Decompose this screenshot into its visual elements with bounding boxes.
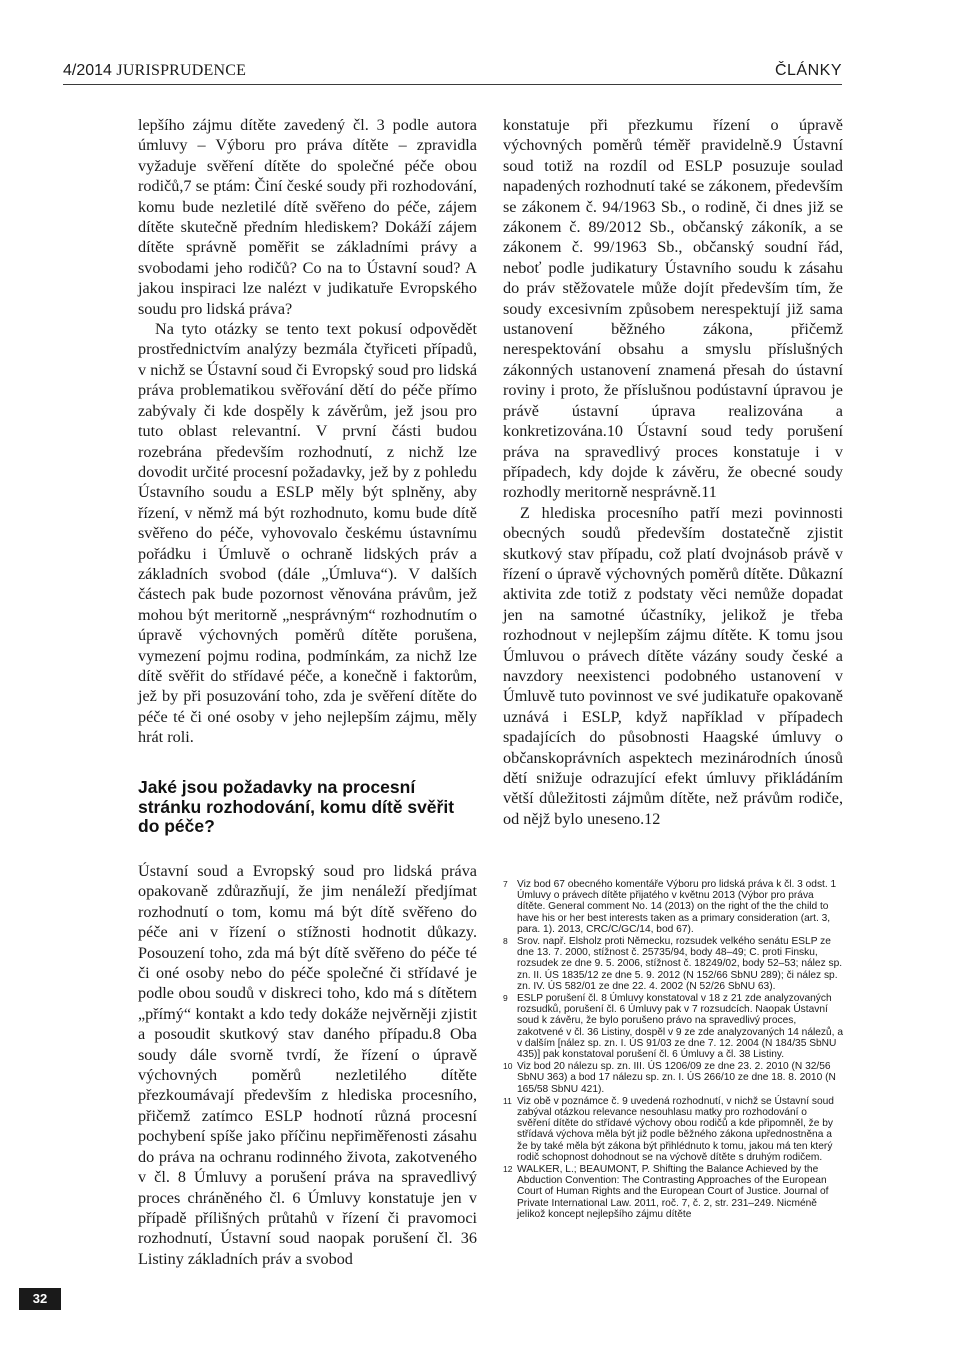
footnote-text: Viz obě v poznámce č. 9 uvedená rozhodnutí, v nichž se Ústavní soud zabýval otázkou relevance nesouhlasu matky pro rozhodování o svěření dítěte do střídavé výchovy obou rodičů a kde připomněl, že by střídavá výchova měla být již podle běžného zákona upřednostněna a že by také měla být zákona být přihlédnuto k tomu, jakou má ten který rodič schopnost dohodnout se na výchově dítěte s druhým rodičem.: [517, 1095, 834, 1163]
footnote: [503, 936, 843, 992]
footnote-number: 12: [503, 1164, 513, 1175]
left-column-bottom: [138, 861, 477, 1269]
footnote: [503, 1096, 843, 1163]
paragraph: konstatuje při přezkumu řízení o úpravě výchovných poměrů téměř pravidelně.9 Ústavní soud totiž na rozdíl od ESLP posuzuje soulad napadených rozhodnutí také se zákonem, především se zákonem č. 94/1963 Sb., o rodině, či dnes již se zákonem č. 89/2012 Sb., občanský zákoník, a se zákonem č. 99/1963 Sb., občanský soudní řád, neboť podle judikatury Ústavního soudu k zásahu do práv stěžovatele může dojít především tím, že soudy excesivním způsobem nerespektují již sama ustanovení běžného zákona, přičemž nerespektování obsahu a smyslu příslušných zákonných ustanovení znamená přesah do ústavní roviny i proto, že příslušnou podústavní úpravou je právě ústavní úprava realizována a konkretizována.10 Ústavní soud tedy porušení práva na spravedlivý proces konstatuje i v případech, kdy dojde k závěru, že obecné soudy rozhodly meritorně nesprávně.11: [503, 116, 843, 502]
footnote: [503, 1164, 843, 1220]
running-header: [63, 58, 842, 85]
footnote-number: 8: [503, 936, 508, 947]
footnote: [503, 1061, 843, 1095]
footnote-number: 10: [503, 1061, 513, 1072]
footnote-text: WALKER, L.; BEAUMONT, P. Shifting the Balance Achieved by the Abduction Convention: The Contrasting Approaches of the European Court of Human Rights and the European Court of Justice. Journal of Private International Law. 2011, roč. 7, č. 2, str. 231–249. Nicméně jelikož koncept nejlepšího zájmu dítěte: [517, 1164, 829, 1220]
paragraph: Z hlediska procesního patří mezi povinnosti obecných soudů především dostatečně zjistit skutkový stav případu, což platí dvojnásob právě v řízení o úpravě výchovných poměrů dítěte. Důkazní aktivita zde totiž z podstaty věci nemůže dopadat jen na samotné účastníky, jelikož je třeba rozhodnout v nejlepším zájmu dítěte. K tomu jsou Úmluvou o právech dítěte vázány soudy české a navzdory neexistenci podobného ustanovení v Úmluvě tuto povinnost ve své judikatuře opakovaně uznává i ESLP, když například v případech spadajících do působnosti Haagské úmluvy o občanskoprávních aspektech mezinárodních únosů dětí snižuje odrazující efekt úmluvy přikládáním větší důležitosti zájmům dítěte, než právům rodiče, od nějž bylo uneseno.12: [503, 503, 843, 828]
header-section: ČLÁNKY: [774, 62, 842, 79]
footnote-text: Viz bod 67 obecného komentáře Výboru pro lidská práva k čl. 3 odst. 1 Úmluvy o právech dítěte přijatého v květnu 2013 (Výbor pro práva dítěte. General comment No. 14 (2013) on the right of the the child to have his or her best interests taken as a primary consideration (art. 3, para. 1). 2013, CRC/C/GC/14, bod 67).: [517, 879, 837, 935]
header-issue: 4/2014: [63, 62, 112, 79]
section-heading: Jaké jsou požadavky na procesní stránku rozhodování, komu dítě svěřit do péče?: [138, 777, 455, 836]
paragraph: Ústavní soud a Evropský soud pro lidská práva opakovaně zdůrazňují, že jim nenáleží předjímat rozhodnutí o tom, komu má být dítě svěřeno do péče ani v řízení o stížnosti hodnotit důkazy. Posouzení toho, zda má být dítě svěřeno do péče té či oné osoby nebo do péče společné či střídavé je podle obou soudů v diskreci toho, kdo má s dítětem „přímý“ kontakt a kdo tedy dokáže nejvěrněji zjistit a posoudit skutkový stav daného případu.8 Oba soudy dále svorně tvrdí, že řízení o úpravě výchovných poměrů nezletilého dítěte přezkoumávají především z hlediska procesního, přičemž zatímco ESLP hodnotí různá procesní pochybení spíše jako příčinu nepřiměřenosti zásahu do práva na ochranu rodinného života, zakotveného v čl. 8 Úmluvy a porušení práva na spravedlivý proces chráněného čl. 6 Úmluvy konstatuje jen v případě přílišných průtahů v řízení či pravomoci rozhodnutí, Ústavní soud naopak porušení čl. 36 Listiny základních práv a svobod: [138, 862, 477, 1268]
footnote-text: Srov. např. Elsholz proti Německu, rozsudek velkého senátu ESLP ze dne 13. 7. 2000, stížnost č. 25735/94, body 48–49; C. proti Finsku, rozsudek ze dne 9. 5. 2006, stížnost č. 18249/02, body 52–53; nález sp. zn. II. ÚS 1835/12 ze dne 5. 9. 2012 (N 152/66 SbNU 289); či nález sp. zn. IV. ÚS 582/01 ze dne 22. 4. 2002 (N 52/26 SbNU 63).: [517, 936, 843, 992]
right-column: [503, 115, 843, 829]
footnote-number: 7: [503, 879, 508, 889]
header-journal: [63, 62, 246, 80]
footnote-text: ESLP porušení čl. 8 Úmluvy konstatoval v 18 z 21 zde analyzovaných rozsudků, porušení čl. 6 Úmluvy pak v 7 rozsudcích. Naopak Ústavní soud k závěru, že bylo porušeno právo na spravedlivý proces, zakotvené v čl. 36 Listiny, dospěl v 9 ze zde analyzovaných 14 nálezů, a v dalším [nález sp. zn. I. ÚS 91/03 ze dne 7. 12. 2004 (N 184/35 SbNU 435)] pak konstatoval porušení čl. 6 Úmluvy a čl. 38 Listiny.: [517, 993, 844, 1061]
footnote-text: Viz bod 20 nálezu sp. zn. III. ÚS 1206/09 ze dne 23. 2. 2010 (N 32/56 SbNU 363) a bod 17 nálezu sp. zn. I. ÚS 266/10 ze dne 18. 8. 2010 (N 165/58 SbNU 421).: [517, 1061, 836, 1095]
paragraph: lepšího zájmu dítěte zavedený čl. 3 podle autora úmluvy – Výboru pro práva dítěte – zpravidla vyžaduje svěření dítěte do společné péče obou rodičů,7 se ptám: Činí české soudy při rozhodování, komu bude nezletilé dítě svěřeno do péče, zájem dítěte skutečně předním hlediskem? Dokáží zájem dítěte správně poměřit se základními právy a svobodami jeho rodičů? Co na to Ústavní soud? A jakou inspiraci lze nalézt v judikatuře Evropského soudu pro lidská práva?: [138, 116, 477, 318]
page-number: 32: [19, 1288, 61, 1310]
footnote-number: 11: [503, 1095, 512, 1106]
footnote: [503, 993, 843, 1060]
paragraph: Na tyto otázky se tento text pokusí odpovědět prostřednictvím analýzy bezmála čtyřiceti případů, v nichž se Ústavní soud či Evropský soud pro lidská práva problematikou svěřování dětí do péče přímo zabývaly či kde dospěly k závěrům, jež jsou pro tuto oblast relevantní. V první části budou rozebrána především rozhodnutí, z nichž lze dovodit určité procesní požadavky, jež by z pohledu Ústavního soudu a ESLP měly být splněny, aby řízení, v němž má být rozhodnuto, komu bude dítě svěřeno do péče, vyhovovalo českému ústavnímu pořádku i Úmluvě o ochraně lidských práv a základních svobod (dále „Úmluva“). V dalších částech pak bude pozornost věnována právům, jež mohou být meritorně „nesprávným“ rozhodnutím o úpravě výchovných poměrů dítěte porušena, vymezení pojmu rodina, podmínkám, za nichž lze dítě svěřit do střídavé péče, a konečně i faktorům, jež by při posuzování toho, zda je svěření dítěte do péče té či oné osoby v jeho nejlepším zájmu, měly hrát roli.: [138, 320, 477, 747]
footnote-number: 9: [503, 993, 508, 1004]
footnote: [503, 879, 843, 935]
footnotes: [503, 879, 843, 1221]
left-column-top: [138, 115, 477, 748]
header-journal-name: JURISPRUDENCE: [116, 62, 247, 79]
